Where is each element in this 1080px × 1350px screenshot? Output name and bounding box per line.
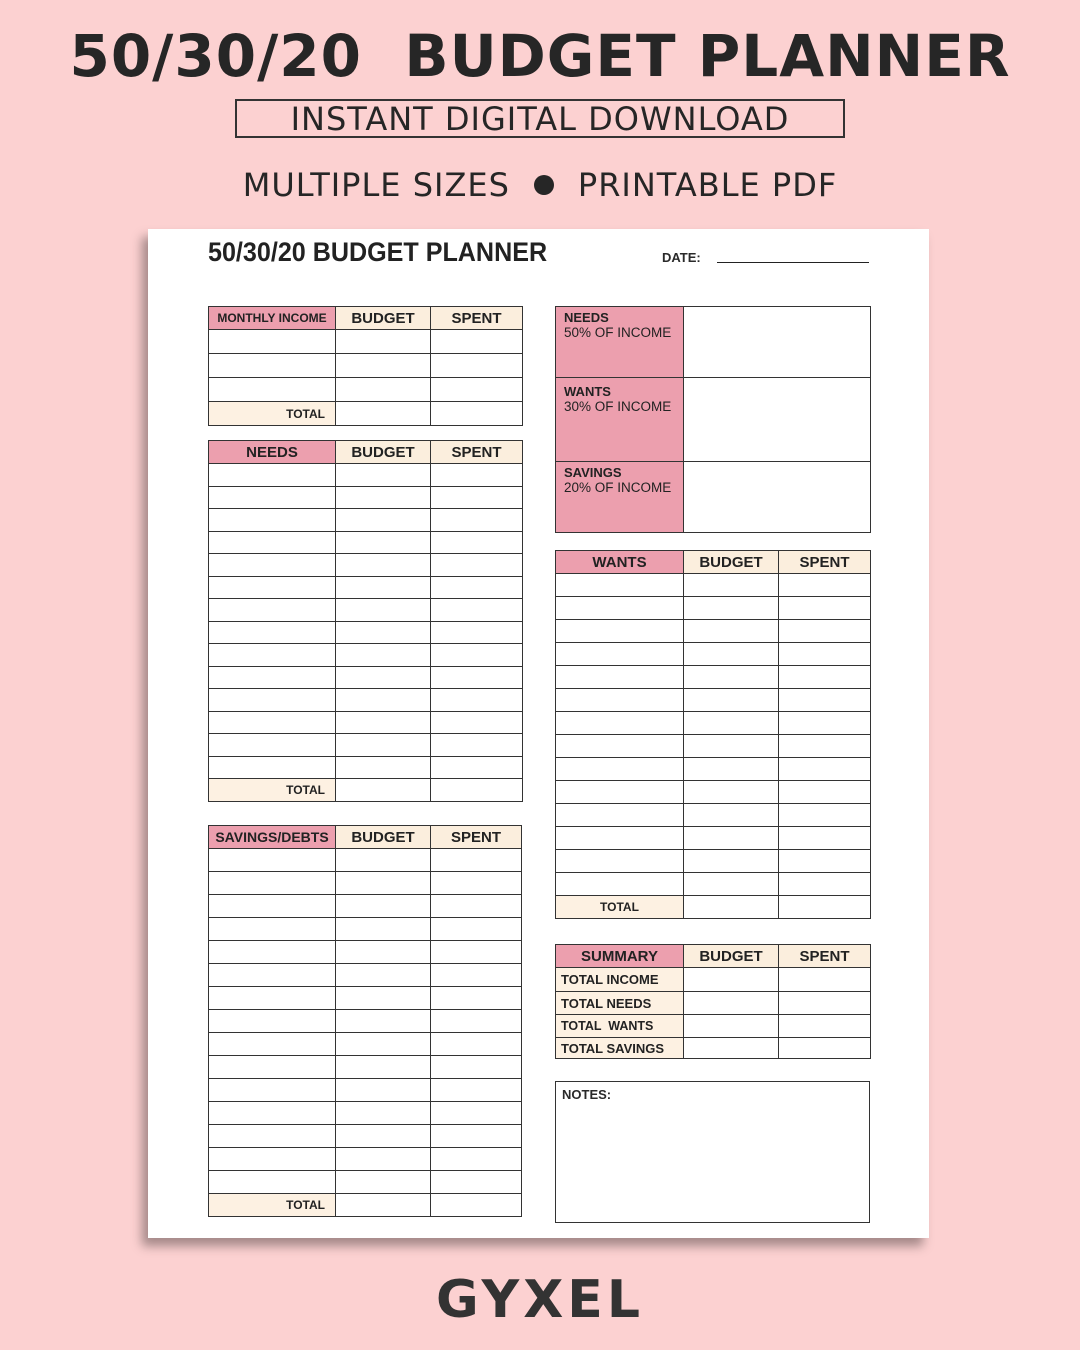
needs-cell[interactable] — [431, 464, 523, 487]
needs-cell[interactable] — [209, 666, 336, 689]
summary-cell[interactable] — [684, 968, 779, 992]
needs-cell[interactable] — [336, 486, 431, 509]
savings-table — [208, 825, 522, 1217]
savings-cell[interactable] — [431, 895, 522, 918]
savings-header-spent: SPENT — [431, 826, 522, 849]
savings-cell[interactable] — [431, 849, 522, 872]
needs-cell[interactable] — [431, 711, 523, 734]
savings-total-spent[interactable] — [431, 1194, 522, 1217]
savings-cell[interactable] — [209, 941, 336, 964]
wants-cell[interactable] — [779, 781, 871, 804]
savings-cell[interactable] — [209, 849, 336, 872]
needs-cell[interactable] — [431, 644, 523, 667]
needs-cell[interactable] — [209, 734, 336, 757]
savings-cell[interactable] — [336, 1102, 431, 1125]
category-savings-pct: 20% OF INCOME — [564, 480, 672, 495]
needs-cell[interactable] — [209, 554, 336, 577]
wants-cell[interactable] — [684, 597, 779, 620]
summary-row-label: TOTAL WANTS — [556, 1015, 684, 1038]
needs-cell[interactable] — [336, 689, 431, 712]
needs-header-budget: BUDGET — [336, 441, 431, 464]
summary-cell[interactable] — [779, 1015, 871, 1038]
savings-cell[interactable] — [209, 1079, 336, 1102]
category-wants-value[interactable] — [684, 378, 871, 462]
category-allocation-table — [555, 306, 871, 533]
wants-cell[interactable] — [556, 804, 684, 827]
summary-header-budget: BUDGET — [684, 945, 779, 968]
wants-total-budget[interactable] — [684, 896, 779, 919]
needs-header-label: NEEDS — [209, 441, 336, 464]
needs-cell[interactable] — [209, 576, 336, 599]
income-total-label: TOTAL — [209, 402, 336, 426]
wants-cell[interactable] — [684, 873, 779, 896]
wants-cell[interactable] — [779, 620, 871, 643]
needs-cell[interactable] — [336, 621, 431, 644]
savings-cell[interactable] — [431, 1033, 522, 1056]
wants-cell[interactable] — [556, 597, 684, 620]
income-header-spent: SPENT — [431, 307, 523, 330]
wants-cell[interactable] — [556, 666, 684, 689]
savings-cell[interactable] — [209, 1171, 336, 1194]
wants-cell[interactable] — [556, 574, 684, 597]
savings-cell[interactable] — [431, 1125, 522, 1148]
savings-cell[interactable] — [336, 941, 431, 964]
savings-cell[interactable] — [209, 1102, 336, 1125]
bullet-dot-icon — [534, 175, 554, 195]
summary-header-label: SUMMARY — [556, 945, 684, 968]
category-savings-value[interactable] — [684, 462, 871, 533]
needs-cell[interactable] — [431, 599, 523, 622]
needs-cell[interactable] — [431, 554, 523, 577]
wants-cell[interactable] — [779, 666, 871, 689]
needs-cell[interactable] — [336, 599, 431, 622]
savings-cell[interactable] — [209, 895, 336, 918]
wants-header-budget: BUDGET — [684, 551, 779, 574]
summary-header-spent: SPENT — [779, 945, 871, 968]
savings-cell[interactable] — [431, 1102, 522, 1125]
needs-cell[interactable] — [209, 756, 336, 779]
wants-cell[interactable] — [684, 758, 779, 781]
category-wants — [556, 378, 684, 462]
income-total-spent[interactable] — [431, 402, 523, 426]
wants-cell[interactable] — [556, 735, 684, 758]
needs-cell[interactable] — [209, 464, 336, 487]
wants-cell[interactable] — [684, 735, 779, 758]
wants-table — [555, 550, 871, 919]
savings-total-label: TOTAL — [209, 1194, 336, 1217]
needs-cell[interactable] — [431, 486, 523, 509]
needs-cell[interactable] — [336, 756, 431, 779]
savings-cell[interactable] — [209, 918, 336, 941]
needs-cell[interactable] — [336, 464, 431, 487]
needs-cell[interactable] — [431, 756, 523, 779]
needs-cell[interactable] — [336, 734, 431, 757]
needs-cell[interactable] — [336, 666, 431, 689]
wants-cell[interactable] — [779, 597, 871, 620]
summary-cell[interactable] — [684, 992, 779, 1015]
wants-cell[interactable] — [556, 689, 684, 712]
needs-total-spent[interactable] — [431, 779, 523, 802]
wants-cell[interactable] — [684, 827, 779, 850]
needs-table — [208, 440, 523, 802]
wants-cell[interactable] — [684, 643, 779, 666]
needs-cell[interactable] — [209, 621, 336, 644]
wants-total-label: TOTAL — [556, 896, 684, 919]
banner-features — [0, 166, 1080, 204]
income-cell[interactable] — [431, 354, 523, 378]
savings-cell[interactable] — [209, 964, 336, 987]
savings-cell[interactable] — [431, 1079, 522, 1102]
wants-cell[interactable] — [556, 781, 684, 804]
savings-cell[interactable] — [431, 1010, 522, 1033]
wants-total-spent[interactable] — [779, 896, 871, 919]
income-cell[interactable] — [336, 378, 431, 402]
income-table — [208, 306, 523, 426]
needs-cell[interactable] — [431, 689, 523, 712]
feature-multiple-sizes: MULTIPLE SIZES — [242, 166, 510, 204]
needs-cell[interactable] — [431, 666, 523, 689]
needs-cell[interactable] — [431, 576, 523, 599]
savings-cell[interactable] — [336, 918, 431, 941]
savings-cell[interactable] — [209, 1148, 336, 1171]
needs-cell[interactable] — [336, 531, 431, 554]
wants-cell[interactable] — [779, 827, 871, 850]
wants-cell[interactable] — [556, 643, 684, 666]
savings-cell[interactable] — [209, 1056, 336, 1079]
feature-printable-pdf: PRINTABLE PDF — [577, 166, 838, 204]
needs-cell[interactable] — [209, 486, 336, 509]
summary-row-label: TOTAL NEEDS — [556, 992, 684, 1015]
needs-header-spent: SPENT — [431, 441, 523, 464]
savings-cell[interactable] — [431, 1148, 522, 1171]
savings-cell[interactable] — [431, 1171, 522, 1194]
savings-cell[interactable] — [336, 849, 431, 872]
category-needs — [556, 307, 684, 378]
income-cell[interactable] — [431, 378, 523, 402]
needs-cell[interactable] — [431, 734, 523, 757]
savings-cell[interactable] — [336, 1033, 431, 1056]
summary-cell[interactable] — [779, 992, 871, 1015]
wants-cell[interactable] — [684, 689, 779, 712]
summary-table — [555, 944, 871, 1059]
savings-cell[interactable] — [336, 1010, 431, 1033]
planner-sheet — [148, 229, 929, 1238]
needs-cell[interactable] — [431, 621, 523, 644]
savings-cell[interactable] — [431, 918, 522, 941]
savings-cell[interactable] — [209, 1125, 336, 1148]
needs-cell[interactable] — [431, 531, 523, 554]
needs-cell[interactable] — [431, 509, 523, 532]
needs-cell[interactable] — [336, 644, 431, 667]
wants-cell[interactable] — [556, 827, 684, 850]
savings-cell[interactable] — [336, 987, 431, 1010]
wants-header-spent: SPENT — [779, 551, 871, 574]
needs-cell[interactable] — [209, 531, 336, 554]
savings-cell[interactable] — [209, 1033, 336, 1056]
summary-cell[interactable] — [684, 1038, 779, 1059]
wants-cell[interactable] — [779, 735, 871, 758]
income-cell[interactable] — [209, 354, 336, 378]
savings-cell[interactable] — [209, 987, 336, 1010]
wants-cell[interactable] — [556, 712, 684, 735]
savings-cell[interactable] — [431, 987, 522, 1010]
banner-subtitle: INSTANT DIGITAL DOWNLOAD — [235, 99, 845, 138]
needs-cell[interactable] — [209, 509, 336, 532]
summary-cell[interactable] — [684, 1015, 779, 1038]
income-header-label: MONTHLY INCOME — [209, 307, 336, 330]
category-wants-pct: 30% OF INCOME — [564, 399, 672, 414]
wants-cell[interactable] — [779, 712, 871, 735]
wants-cell[interactable] — [779, 758, 871, 781]
needs-total-label: TOTAL — [209, 779, 336, 802]
brand-logo: GYXEL — [436, 1270, 644, 1330]
income-total-budget[interactable] — [336, 402, 431, 426]
category-savings-name: SAVINGS — [564, 465, 622, 480]
savings-cell[interactable] — [431, 872, 522, 895]
wants-cell[interactable] — [779, 873, 871, 896]
income-cell[interactable] — [209, 330, 336, 354]
category-wants-name: WANTS — [564, 384, 611, 399]
wants-header-label: WANTS — [556, 551, 684, 574]
summary-cell[interactable] — [779, 1038, 871, 1059]
wants-cell[interactable] — [684, 666, 779, 689]
wants-cell[interactable] — [556, 873, 684, 896]
wants-cell[interactable] — [779, 804, 871, 827]
summary-row-label: TOTAL INCOME — [556, 968, 684, 992]
wants-cell[interactable] — [684, 850, 779, 873]
needs-cell[interactable] — [336, 576, 431, 599]
needs-cell[interactable] — [336, 509, 431, 532]
savings-header-label: SAVINGS/DEBTS — [209, 826, 336, 849]
income-cell[interactable] — [336, 330, 431, 354]
needs-cell[interactable] — [209, 644, 336, 667]
sheet-title: 50/30/20 BUDGET PLANNER — [208, 237, 548, 267]
date-label: DATE: — [662, 250, 701, 265]
savings-cell[interactable] — [336, 964, 431, 987]
needs-cell[interactable] — [209, 599, 336, 622]
wants-cell[interactable] — [779, 689, 871, 712]
needs-cell[interactable] — [336, 711, 431, 734]
savings-cell[interactable] — [336, 895, 431, 918]
notes-label: NOTES: — [562, 1087, 612, 1102]
wants-cell[interactable] — [684, 712, 779, 735]
wants-cell[interactable] — [779, 643, 871, 666]
income-cell[interactable] — [431, 330, 523, 354]
wants-cell[interactable] — [556, 758, 684, 781]
needs-cell[interactable] — [209, 689, 336, 712]
wants-cell[interactable] — [684, 620, 779, 643]
savings-cell[interactable] — [336, 1148, 431, 1171]
wants-cell[interactable] — [779, 850, 871, 873]
savings-header-budget: BUDGET — [336, 826, 431, 849]
wants-cell[interactable] — [684, 574, 779, 597]
wants-cell[interactable] — [684, 781, 779, 804]
summary-cell[interactable] — [779, 968, 871, 992]
notes-box[interactable] — [555, 1081, 870, 1223]
needs-cell[interactable] — [336, 554, 431, 577]
category-needs-value[interactable] — [684, 307, 871, 378]
savings-total-budget[interactable] — [336, 1194, 431, 1217]
income-cell[interactable] — [336, 354, 431, 378]
wants-cell[interactable] — [556, 850, 684, 873]
wants-cell[interactable] — [684, 804, 779, 827]
wants-cell[interactable] — [556, 620, 684, 643]
wants-cell[interactable] — [779, 574, 871, 597]
category-needs-name: NEEDS — [564, 310, 609, 325]
date-field[interactable] — [717, 262, 869, 263]
savings-cell[interactable] — [336, 1079, 431, 1102]
category-savings — [556, 462, 684, 533]
income-cell[interactable] — [209, 378, 336, 402]
needs-cell[interactable] — [209, 711, 336, 734]
savings-cell[interactable] — [209, 1010, 336, 1033]
savings-cell[interactable] — [336, 1056, 431, 1079]
summary-row-label: TOTAL SAVINGS — [556, 1038, 684, 1059]
savings-cell[interactable] — [431, 941, 522, 964]
savings-cell[interactable] — [431, 964, 522, 987]
savings-cell[interactable] — [209, 872, 336, 895]
income-header-budget: BUDGET — [336, 307, 431, 330]
banner-title: 50/30/20 BUDGET PLANNER — [69, 22, 1011, 90]
savings-cell[interactable] — [336, 1171, 431, 1194]
savings-cell[interactable] — [431, 1056, 522, 1079]
needs-total-budget[interactable] — [336, 779, 431, 802]
category-needs-pct: 50% OF INCOME — [564, 325, 672, 340]
savings-cell[interactable] — [336, 1125, 431, 1148]
savings-cell[interactable] — [336, 872, 431, 895]
